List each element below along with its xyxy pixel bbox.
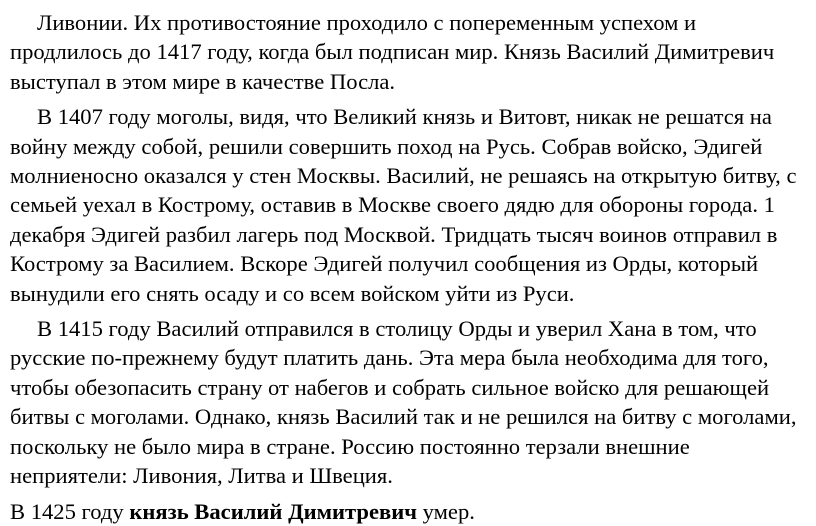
paragraph-livonia-peace: Ливонии. Их противостояние проходило с попеременным успехом и продлилось до 1417 году, когда был подписан мир. Князь Василий Димитревич выступал в этом мире в качестве Посла. [10, 10, 775, 94]
death-suffix-text: умер. [416, 498, 475, 524]
paragraph-death [10, 497, 806, 526]
paragraph-edigey-campaign: В 1407 году моголы, видя, что Великий князь и Витовт, никак не решатся на войну между собой, решили совершить поход на Русь. Собрав войско, Эдигей молниеносно оказался у стен Москвы. Василий, не решаясь на открытую битву, с семьей уехал в Кострому, оставив в Москве своего дядю для обороны города. 1 декабря Эдигей разбил лагерь под Москвой. Тридцать тысяч воинов отправил в Кострому за Василием. Вскоре Эдигей получил сообщения из Орды, который вынудили его снять осаду и со всем войском уйти из Руси. [10, 104, 797, 306]
death-year-text: В 1425 году [10, 498, 130, 524]
prince-name-bold: князь Василий Димитревич [129, 498, 417, 524]
paragraph-horde-tribute: В 1415 году Василий отправился в столицу Орды и уверил Хана в том, что русские по-прежнему будут платить дань. Эта мера была необходима для того, чтобы обезопасить страну от набегов и собрать сильное войско для решающей битвы с моголами. Однако, князь Василий так и не решился на битву с моголами, поскольку не было мира в стране. Россию постоянно терзали внешние неприятели: Ливония, Литва и Швеция. [10, 316, 797, 489]
